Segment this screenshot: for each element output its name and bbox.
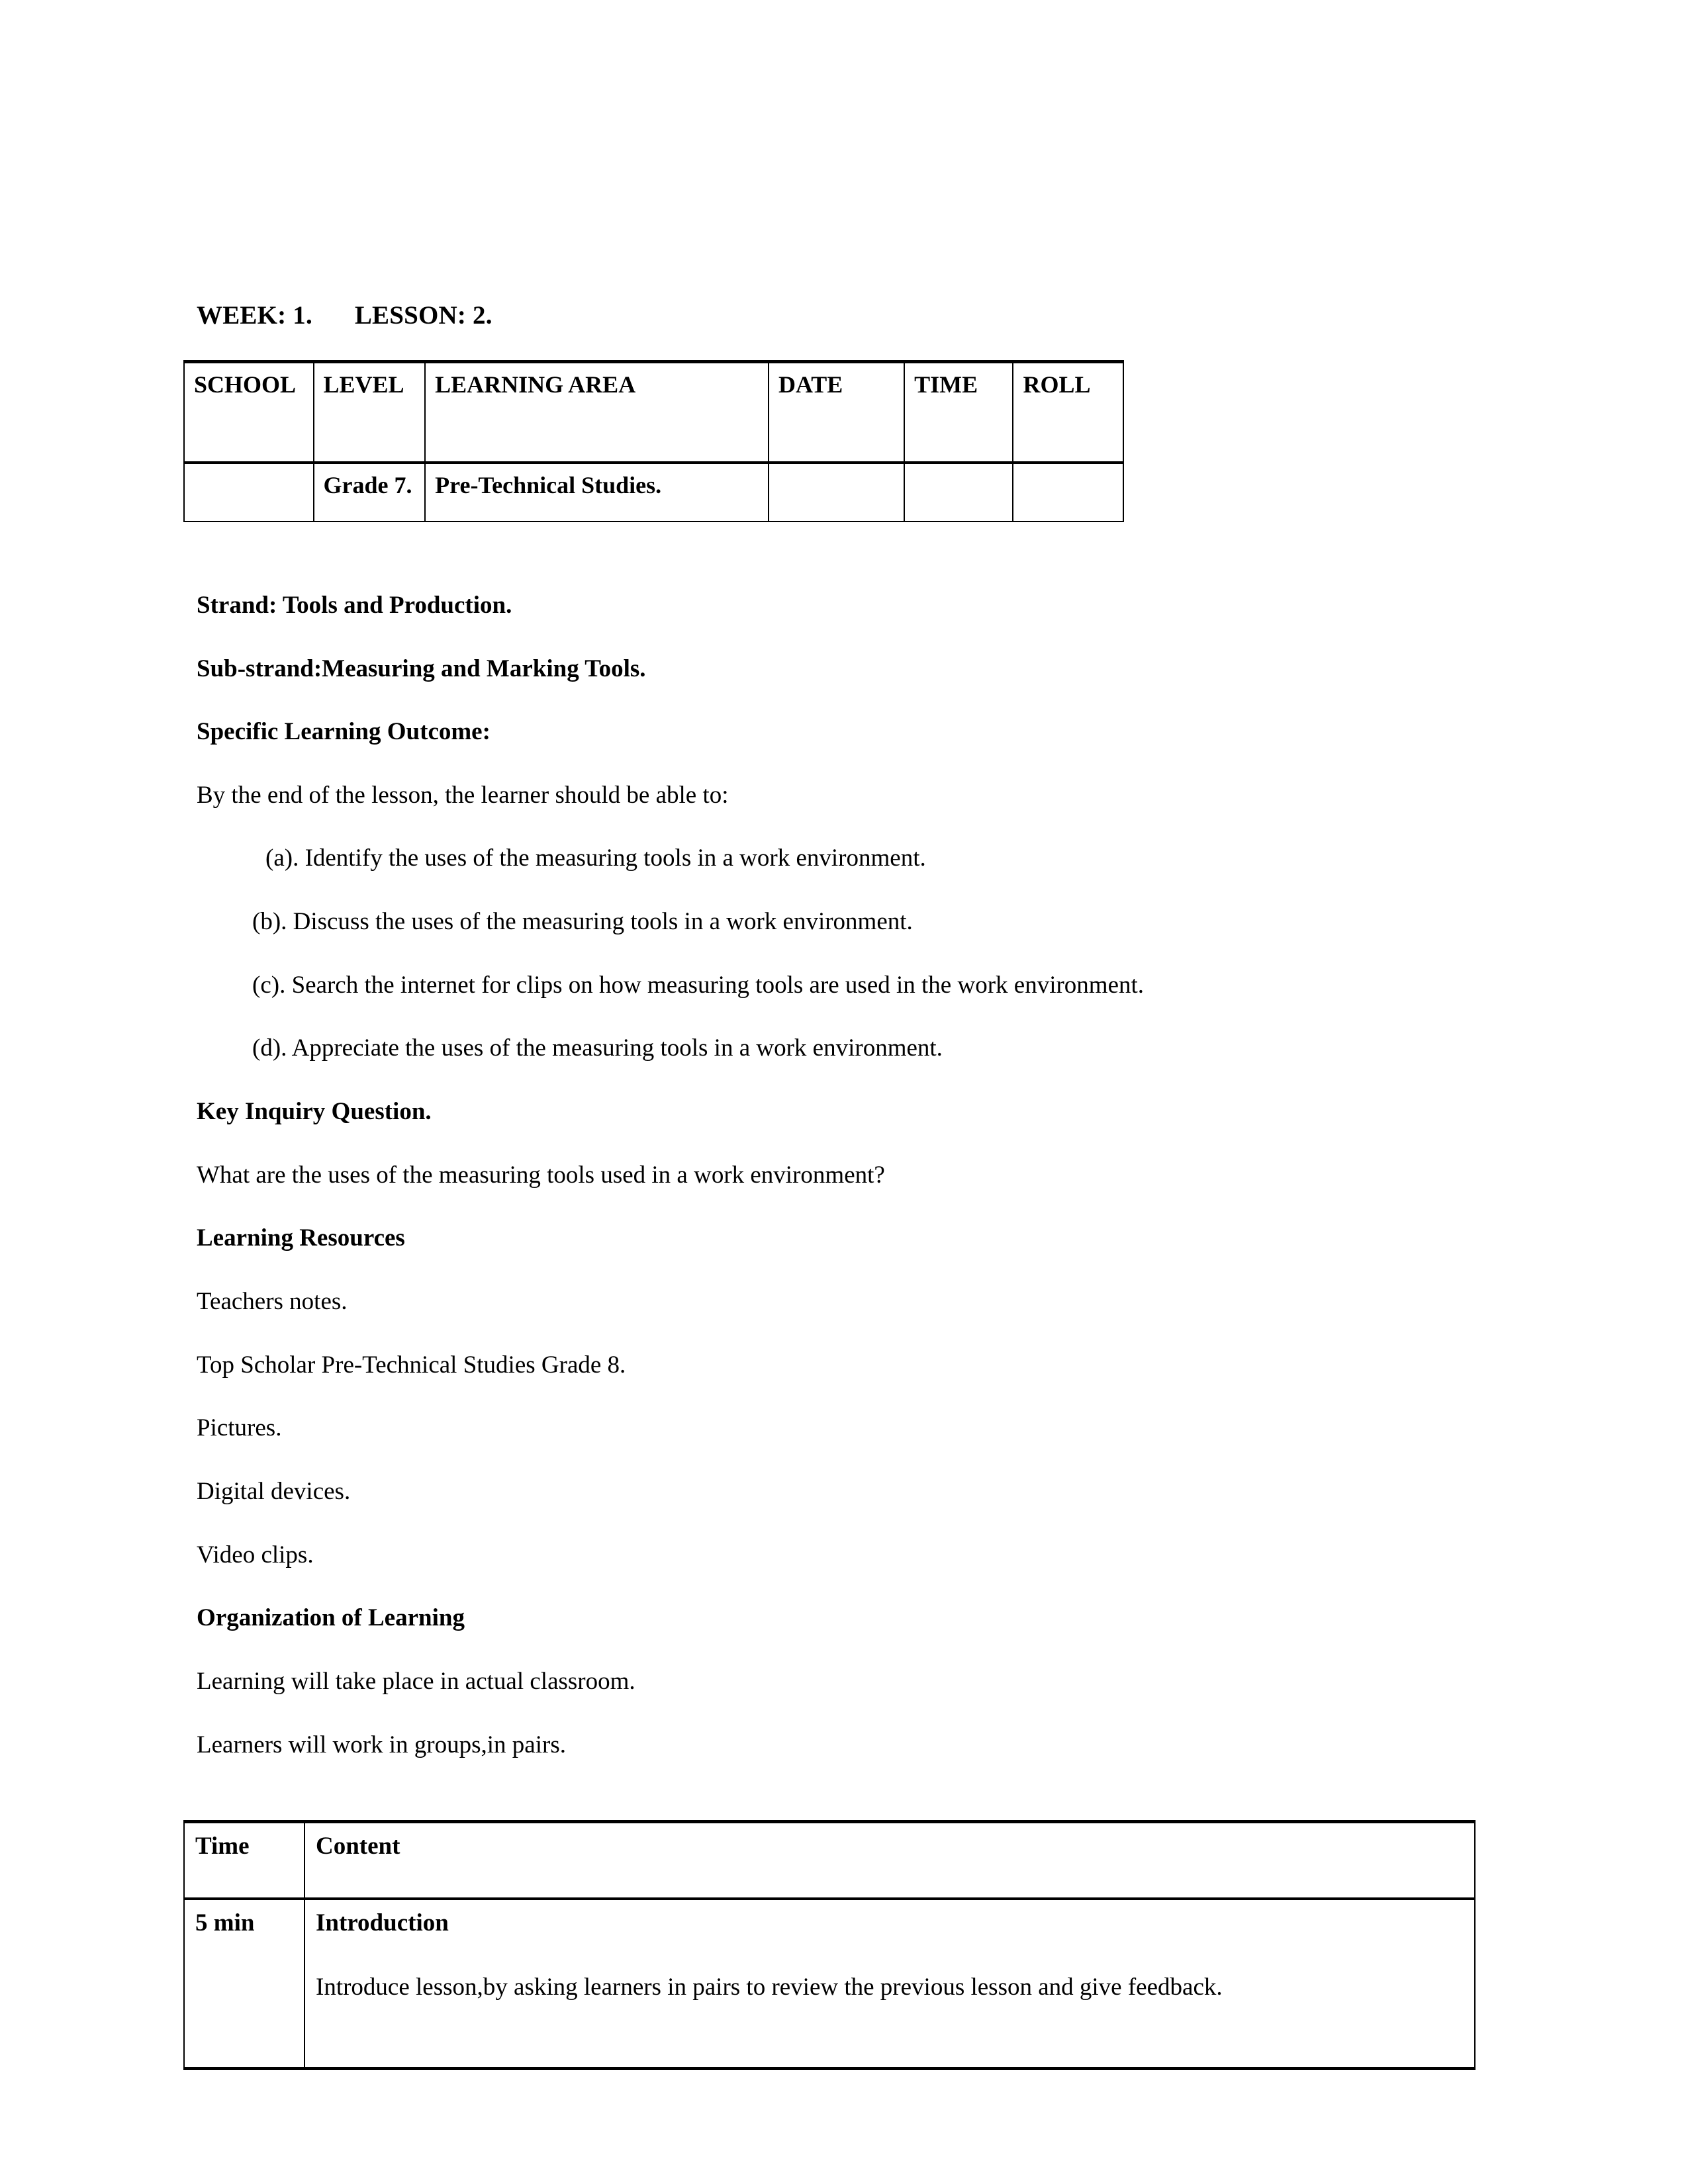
learning-resource-item: Top Scholar Pre-Technical Studies Grade 8.: [197, 1351, 626, 1379]
info-header-school: SCHOOL: [184, 361, 314, 463]
plan-row-time: 5 min: [184, 1899, 305, 2069]
outcome-item-c: (c). Search the internet for clips on how measuring tools are used in the work environment.: [252, 971, 1145, 999]
organization-line: Learning will take place in actual classroom.: [197, 1668, 635, 1695]
info-value-date[interactable]: [769, 463, 904, 522]
organization-line: Learners will work in groups,in pairs.: [197, 1731, 566, 1758]
outcome-item-d: (d). Appreciate the uses of the measuring tools in a work environment.: [252, 1034, 943, 1062]
plan-row-content-title: Introduction: [316, 1909, 449, 1937]
plan-row-content-text: Introduce lesson,by asking learners in pairs to review the previous lesson and give feedback.: [316, 1974, 1223, 2001]
plan-table-header-row: [184, 1822, 1475, 1899]
info-header-learning-area: LEARNING AREA: [425, 361, 769, 463]
spacer: [197, 522, 1494, 591]
organization-of-learning-heading: Organization of Learning: [197, 1604, 465, 1632]
info-value-time[interactable]: [904, 463, 1013, 522]
outcome-item-b: (b). Discuss the uses of the measuring tools in a work environment.: [252, 908, 913, 936]
info-table-value-row: [184, 463, 1123, 522]
key-inquiry-question: What are the uses of the measuring tools used in a work environment?: [197, 1161, 885, 1189]
info-value-roll[interactable]: [1013, 463, 1123, 522]
info-header-date: DATE: [769, 361, 904, 463]
info-header-roll: ROLL: [1013, 361, 1123, 463]
learning-resource-item: Pictures.: [197, 1414, 282, 1442]
learning-resources-heading: Learning Resources: [197, 1224, 405, 1252]
spacer: [197, 1794, 1494, 1820]
outcome-item-a: (a). Identify the uses of the measuring tools in a work environment.: [265, 844, 926, 872]
plan-header-content: Content: [305, 1822, 1475, 1899]
outcome-intro-line: By the end of the lesson, the learner should be able to:: [197, 781, 729, 809]
key-inquiry-heading: Key Inquiry Question.: [197, 1098, 432, 1126]
info-value-school[interactable]: [184, 463, 314, 522]
plan-row-content: [305, 1899, 1475, 2069]
sub-strand-line: Sub-strand:Measuring and Marking Tools.: [197, 655, 646, 682]
info-value-learning-area[interactable]: Pre-Technical Studies.: [425, 463, 769, 522]
strand-line: Strand: Tools and Production.: [197, 591, 512, 619]
learning-resource-item: Teachers notes.: [197, 1288, 348, 1316]
info-header-time: TIME: [904, 361, 1013, 463]
specific-learning-outcome-heading: Specific Learning Outcome:: [197, 718, 491, 746]
info-header-level: LEVEL: [314, 361, 426, 463]
plan-table-row: [184, 1899, 1475, 2069]
info-value-level[interactable]: Grade 7.: [314, 463, 426, 522]
learning-resource-item: Digital devices.: [197, 1478, 351, 1506]
info-table-header-row: [184, 361, 1123, 463]
week-lesson-heading: WEEK: 1. LESSON: 2.: [197, 301, 492, 330]
learning-resource-item: Video clips.: [197, 1541, 314, 1569]
plan-header-time: Time: [184, 1822, 305, 1899]
lesson-info-table: [183, 360, 1124, 522]
document-content: [194, 301, 1494, 2070]
lesson-plan-table: [183, 1820, 1476, 2070]
